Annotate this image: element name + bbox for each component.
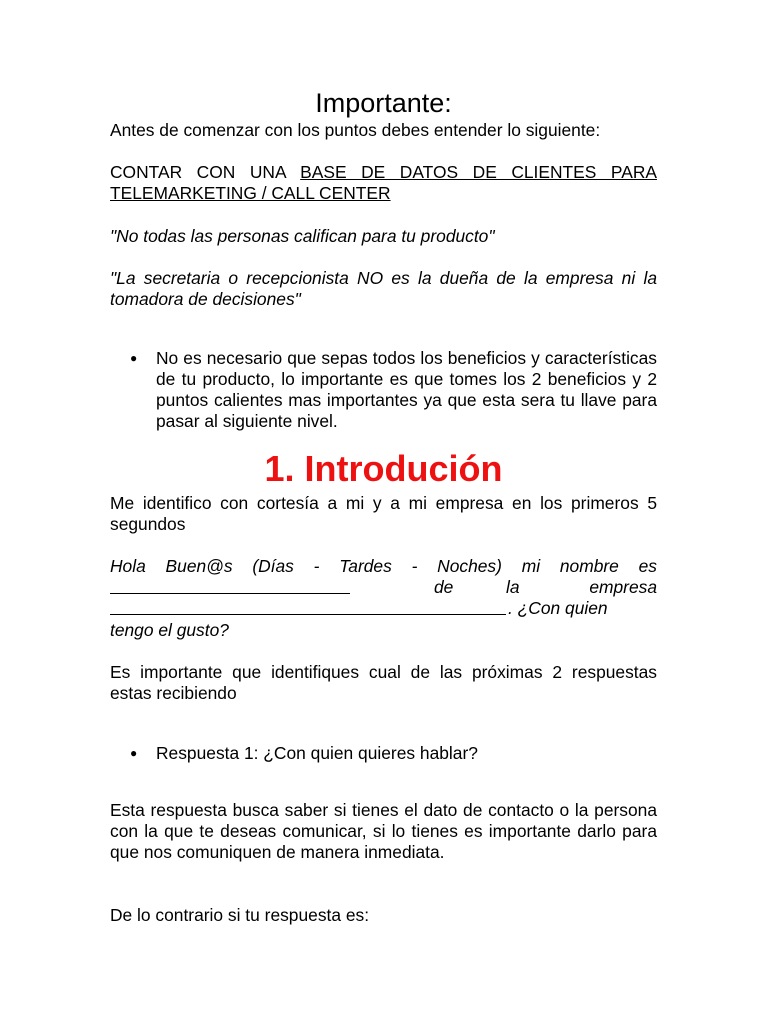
contar-line-1 bbox=[110, 162, 657, 183]
contrario-paragraph: De lo contrario si tu respuesta es: bbox=[110, 905, 370, 925]
script-line-4: tengo el gusto? bbox=[110, 620, 229, 640]
bullet-beneficios-text: No es necesario que sepas todos los beneficios y características de tu producto, lo importante es que tomes los 2 beneficios y 2 puntos calientes mas importantes ya que esta sera tu llave para pasar al siguiente nivel. bbox=[156, 348, 657, 431]
script-line-1 bbox=[110, 556, 657, 577]
company-blank-field[interactable] bbox=[110, 598, 506, 615]
script-de: de bbox=[434, 577, 454, 597]
important-paragraph: Es importante que identifiques cual de las próximas 2 respuestas estas recibiendo bbox=[110, 662, 657, 703]
script-con-quien: . ¿Con quien bbox=[508, 598, 608, 618]
script-line-1-text: Hola Buen@s (Días - Tardes - Noches) mi nombre es bbox=[110, 556, 657, 576]
importante-heading: Importante: bbox=[315, 88, 452, 118]
script-la: la bbox=[506, 577, 520, 597]
explanation-paragraph: Esta respuesta busca saber si tienes el dato de contacto o la persona con la que te deseas comunicar, si lo tienes es importante darlo para que nos comuniquen de manera inmediata. bbox=[110, 800, 657, 862]
contar-line-2 bbox=[110, 183, 657, 204]
base-datos-link[interactable]: BASE DE DATOS DE CLIENTES PARA bbox=[300, 162, 657, 182]
name-blank-field[interactable] bbox=[110, 577, 350, 594]
bullet-respuesta1-text: Respuesta 1: ¿Con quien quieres hablar? bbox=[156, 743, 478, 763]
bullet-dot-icon: ● bbox=[130, 746, 138, 760]
script-empresa: empresa bbox=[589, 577, 657, 597]
quote-califican: "No todas las personas califican para tu producto" bbox=[110, 226, 495, 246]
identify-paragraph: Me identifico con cortesía a mi y a mi empresa en los primeros 5 segundos bbox=[110, 493, 657, 534]
script-line-2 bbox=[110, 577, 657, 599]
script-line-3 bbox=[110, 598, 657, 620]
quote-secretaria: "La secretaria o recepcionista NO es la dueña de la empresa ni la tomadora de decisiones" bbox=[110, 268, 657, 309]
contar-prefix: CONTAR CON UNA bbox=[110, 162, 301, 182]
bullet-dot-icon: ● bbox=[130, 351, 138, 365]
lead-paragraph: Antes de comenzar con los puntos debes entender lo siguiente: bbox=[110, 120, 601, 140]
telemarketing-link[interactable]: TELEMARKETING / CALL CENTER bbox=[110, 183, 391, 203]
contar-paragraph bbox=[110, 162, 657, 204]
section-introduccion-title: 1. Introdución bbox=[264, 448, 503, 489]
